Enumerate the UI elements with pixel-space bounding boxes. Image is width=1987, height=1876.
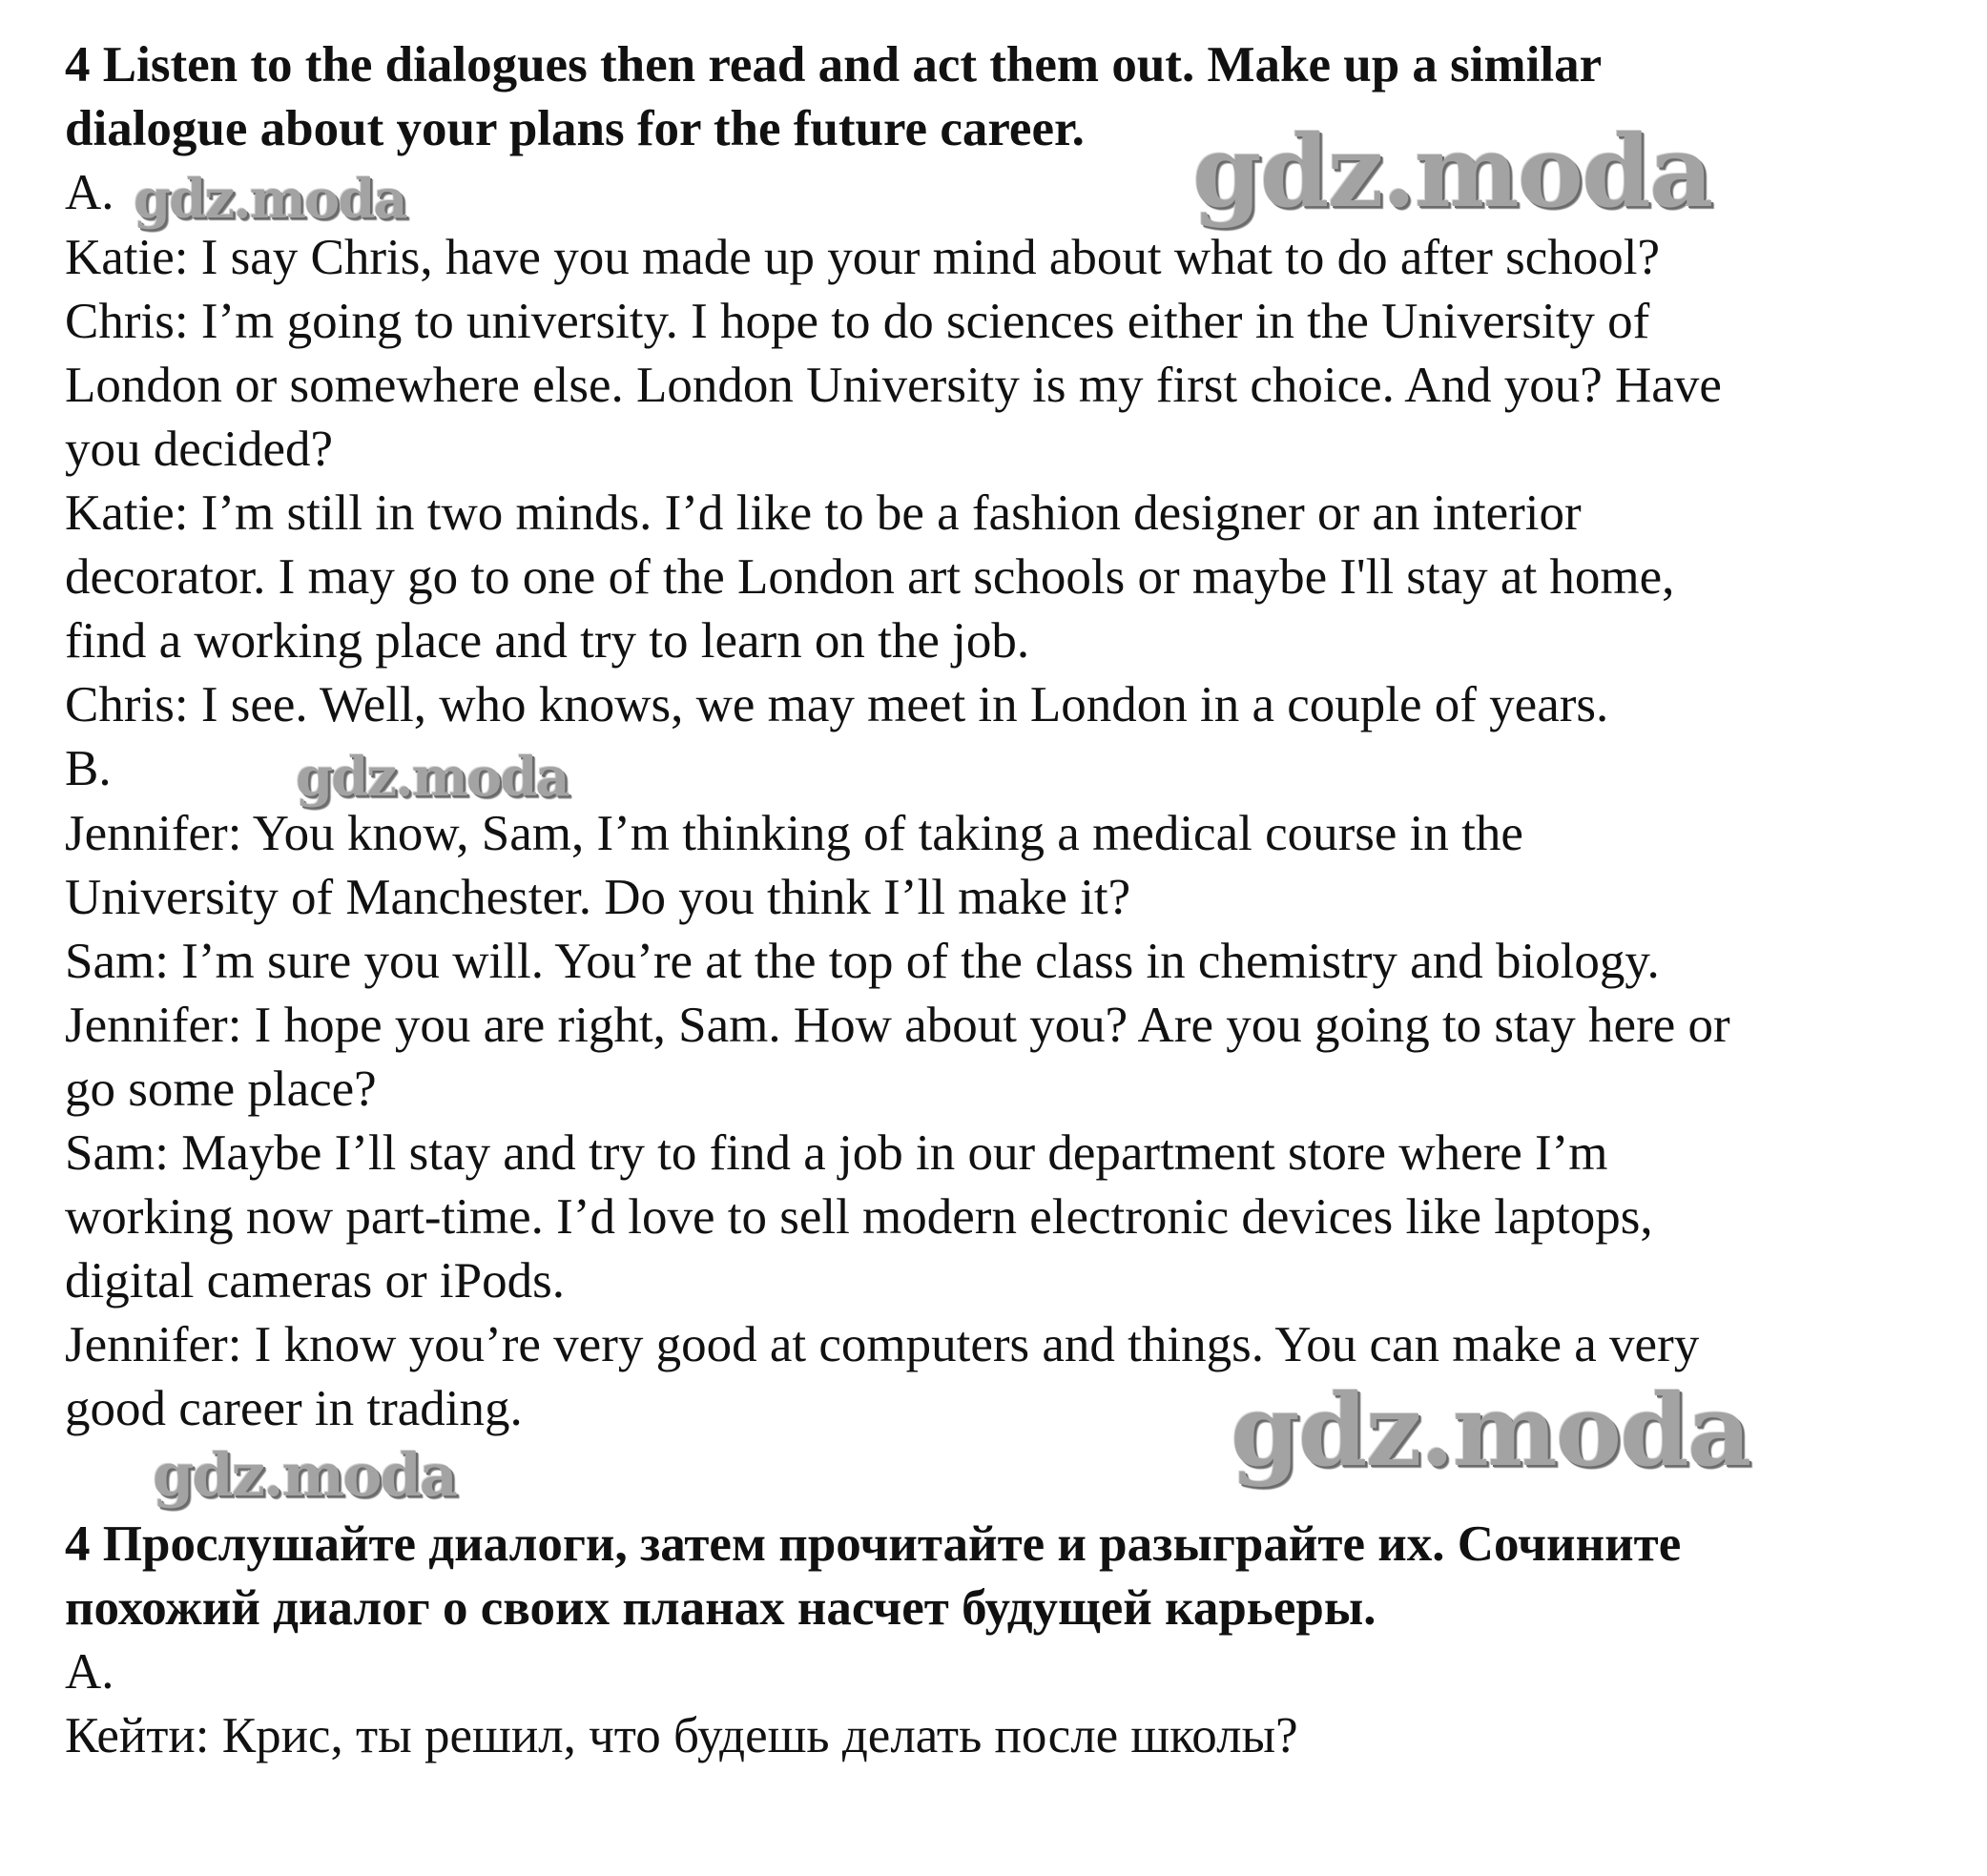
dialogue-b-line: digital cameras or iPods.	[65, 1253, 565, 1309]
dialogue-a-line: Katie: I say Chris, have you made up your mind about what to do after school?	[65, 230, 1661, 285]
dialogue-a-line: decorator. I may go to one of the London art schools or maybe I'll stay at home,	[65, 549, 1675, 605]
exercise-heading-line-1: 4 Listen to the dialogues then read and act them out. Make up a similar	[65, 37, 1603, 93]
dialogue-a-line: Chris: I see. Well, who knows, we may meet in London in a couple of years.	[65, 677, 1609, 732]
dialogue-b-line: University of Manchester. Do you think I’ll make it?	[65, 870, 1131, 925]
dialogue-b-line: Sam: Maybe I’ll stay and try to find a job in our department store where I’m	[65, 1125, 1608, 1181]
watermark-logo: gdz.moda	[296, 746, 569, 809]
dialogue-a-line: you decided?	[65, 422, 334, 477]
translation-a-line: Кейти: Крис, ты решил, что будешь делать после школы?	[65, 1708, 1298, 1763]
watermark-logo: gdz.moda	[153, 1440, 456, 1510]
translation-label-a: А.	[65, 1644, 114, 1700]
dialogue-b-line: working now part-time. I’d love to sell modern electronic devices like laptops,	[65, 1189, 1653, 1245]
dialogue-b-line: Jennifer: I know you’re very good at computers and things. You can make a very	[65, 1317, 1700, 1372]
watermark-logo: gdz.moda	[1231, 1371, 1750, 1489]
dialogue-b-line: Sam: I’m sure you will. You’re at the top of the class in chemistry and biology.	[65, 934, 1660, 989]
dialogue-b-line: good career in trading.	[65, 1381, 523, 1436]
dialogue-label-b: B.	[65, 741, 112, 796]
dialogue-a-line: Katie: I’m still in two minds. I’d like to be a fashion designer or an interior	[65, 485, 1582, 541]
translation-heading-line-2: похожий диалог о своих планах насчет будущей карьеры.	[65, 1580, 1376, 1636]
dialogue-label-a: A.	[65, 165, 114, 220]
translation-heading-line-1: 4 Прослушайте диалоги, затем прочитайте и разыграйте их. Сочините	[65, 1516, 1682, 1572]
exercise-heading-line-2: dialogue about your plans for the future career.	[65, 101, 1085, 156]
dialogue-a-line: Chris: I’m going to university. I hope to do sciences either in the University of	[65, 294, 1650, 349]
dialogue-b-line: Jennifer: I hope you are right, Sam. How about you? Are you going to stay here or	[65, 998, 1730, 1053]
dialogue-a-line: London or somewhere else. London University is my first choice. And you? Have	[65, 358, 1722, 413]
dialogue-a-line: find a working place and try to learn on the job.	[65, 613, 1030, 669]
watermark-logo: gdz.moda	[134, 168, 406, 231]
dialogue-b-line: go some place?	[65, 1062, 377, 1117]
watermark-logo: gdz.moda	[1192, 113, 1712, 230]
dialogue-b-line: Jennifer: You know, Sam, I’m thinking of taking a medical course in the	[65, 806, 1523, 861]
